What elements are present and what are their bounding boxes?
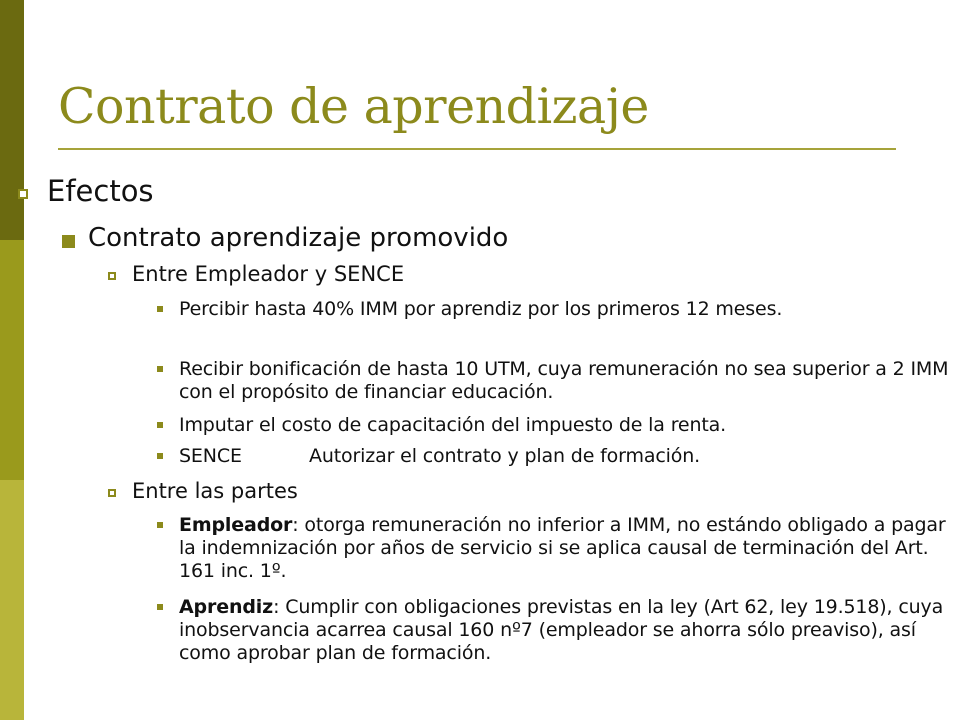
square-bullet-icon <box>157 422 163 428</box>
hollow-square-bullet-icon <box>18 189 28 199</box>
filled-square-bullet-icon <box>62 235 75 248</box>
square-bullet-icon <box>157 604 163 610</box>
list-item-sence <box>157 445 957 468</box>
aprendiz-text: : Cumplir con obligaciones previstas en la ley (Art 62, ley 19.518), cuya inobservancia acarrea causal 160 nº7 (empleador se ahorra sólo preaviso), así como aprobar plan de formación. <box>179 596 944 664</box>
square-bullet-icon <box>157 306 163 312</box>
sence-label: SENCE <box>179 445 242 467</box>
bullet-level1-text: Efectos <box>47 174 154 208</box>
square-bullet-icon <box>157 366 163 372</box>
list-item-text: Percibir hasta 40% IMM por aprendiz por los primeros 12 meses. <box>179 298 783 320</box>
list-item-text: Imputar el costo de capacitación del impuesto de la renta. <box>179 414 727 436</box>
list-item-aprendiz <box>157 596 957 665</box>
left-bar-top <box>0 0 24 240</box>
slide-title: Contrato de aprendizaje <box>58 78 649 135</box>
list-item <box>157 298 957 321</box>
left-bar-bottom <box>0 480 24 720</box>
list-item <box>157 414 957 437</box>
list-item-empleador <box>157 514 957 583</box>
left-bar-middle <box>0 240 24 480</box>
list-item-text: Recibir bonificación de hasta 10 UTM, cuya remuneración no sea superior a 2 IMM con el propósito de financiar educación. <box>179 358 949 403</box>
square-bullet-icon <box>157 453 163 459</box>
square-bullet-icon <box>157 522 163 528</box>
empleador-text: : otorga remuneración no inferior a IMM, no estándo obligado a pagar la indemnización por años de servicio si se aplica causal de terminación del Art. 161 inc. 1º. <box>179 514 946 582</box>
section-a-heading: Entre Empleador y SENCE <box>132 262 405 286</box>
list-item <box>157 358 957 404</box>
sence-text: Autorizar el contrato y plan de formación. <box>309 445 701 467</box>
aprendiz-label: Aprendiz <box>179 596 274 618</box>
hollow-square-bullet-icon <box>108 272 116 280</box>
title-underline <box>58 148 896 150</box>
bullet-level2-text: Contrato aprendizaje promovido <box>88 223 509 253</box>
empleador-label: Empleador <box>179 514 293 536</box>
section-b-heading: Entre las partes <box>132 479 298 503</box>
hollow-square-bullet-icon <box>108 489 116 497</box>
